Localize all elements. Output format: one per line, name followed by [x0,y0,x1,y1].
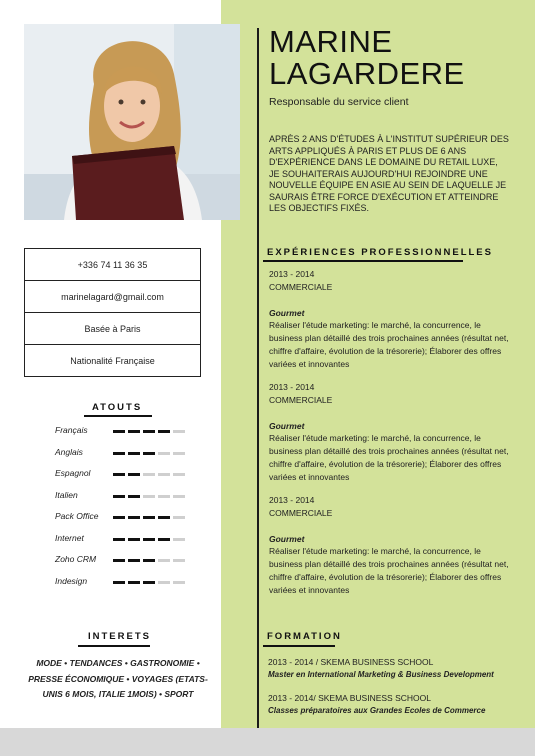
skill-row [55,425,215,447]
skill-label: Pack Office [55,511,99,521]
contact-box [24,248,201,377]
experience-dates: 2013 - 2014 [269,382,315,392]
skill-level-filled [128,473,140,476]
skill-label: Indesign [55,575,88,586]
skill-level-filled [143,430,155,433]
skill-row [55,490,215,512]
skill-row [55,468,215,490]
skill-level-filled [158,516,170,519]
skill-level-filled [113,581,125,584]
skills-list [55,425,215,597]
skill-level-empty [173,452,185,455]
experience-item [269,494,514,597]
skill-level-meter [113,430,185,433]
skill-label: Italien [55,489,78,500]
skill-level-filled [128,516,140,519]
skill-level-meter [113,452,185,455]
skill-level-meter [113,516,185,519]
experience-item [269,268,514,371]
divider-vertical [257,28,259,728]
skill-level-filled [158,538,170,541]
experience-role: COMMERCIALE [269,394,333,405]
skill-label: Français [55,425,88,435]
skill-level-meter [113,495,185,498]
skill-level-empty [158,559,170,562]
skill-row [55,533,215,555]
skill-level-empty [173,495,185,498]
experience-company: Gourmet [269,307,305,318]
skill-level-filled [143,516,155,519]
formation-heading: FORMATION [267,631,342,642]
formation-description: Master en International Marketing & Business Development [268,669,494,679]
skill-level-empty [173,538,185,541]
skill-level-filled [128,430,140,433]
skill-level-meter [113,581,185,584]
candidate-name [269,26,465,90]
interets-heading: INTERETS [88,631,151,642]
formation-item [268,656,494,681]
contact-email: marinelagard@gmail.com [25,281,200,313]
skill-level-empty [158,452,170,455]
name-first: MARINE [269,24,393,59]
atouts-underline [84,415,152,417]
skill-level-empty [173,473,185,476]
skill-row [55,511,215,533]
skill-level-empty [173,516,185,519]
skill-level-empty [158,495,170,498]
skill-label: Zoho CRM [55,554,97,564]
formation-underline [263,645,335,647]
skill-level-filled [113,516,125,519]
formation-line: 2013 - 2014/ SKEMA BUSINESS SCHOOL [268,693,431,703]
skill-level-filled [143,581,155,584]
experience-role: COMMERCIALE [269,281,333,292]
skill-level-filled [113,538,125,541]
formation-item [268,692,485,717]
skill-row [55,576,215,598]
skill-level-empty [173,430,185,433]
footer-band [0,728,535,756]
skill-row [55,447,215,469]
contact-location: Basée à Paris [25,313,200,345]
formation-description: Classes préparatoires aux Grandes Ecoles de Commerce [268,705,486,715]
experiences-underline [263,260,463,262]
experience-description: Réaliser l'étude marketing: le marché, la concurrence, le business plan détaillé des trois prochaines années (résultat net, chiffre d'affaire, évolution de la trésorerie); Élaborer des offres variées et innovantes [269,546,509,595]
skill-level-empty [158,473,170,476]
job-title: Responsable du service client [269,96,409,108]
skill-level-empty [143,473,155,476]
skill-level-filled [113,495,125,498]
experience-company: Gourmet [269,533,305,544]
experience-item [269,381,514,484]
skill-level-filled [113,473,125,476]
skill-level-filled [113,559,125,562]
skill-level-filled [128,559,140,562]
skill-level-meter [113,538,185,541]
skill-row [55,554,215,576]
skill-level-filled [113,452,125,455]
atouts-heading: ATOUTS [92,402,143,413]
experience-role: COMMERCIALE [269,507,333,518]
intro-paragraph: APRÈS 2 ANS D'ÉTUDES À L'INSTITUT SUPÉRIEUR DES ARTS APPLIQUÉS À PARIS ET PLUS DE 6 ANS D'EXPÉRIENCE DANS LE DOMAINE DU RETAIL LUXE, JE SOUHAITERAIS AUJOURD'HUI REJOINDRE UNE NOUVELLE ÉQUIPE EN ASIE AU SEIN DE LAQUELLE JE SAURAIS ÊTRE FORCE D'EXÉCUTION ET ATTEINDRE LES OBJECTIFS FIXÉS. [269,134,509,213]
formation-line: 2013 - 2014 / SKEMA BUSINESS SCHOOL [268,657,434,667]
experience-description: Réaliser l'étude marketing: le marché, la concurrence, le business plan détaillé des trois prochaines années (résultat net, chiffre d'affaire, évolution de la trésorerie); Élaborer des offres variées et innovantes [269,433,509,482]
interets-underline [78,645,150,647]
skill-level-filled [128,495,140,498]
name-last: LAGARDERE [269,56,465,91]
profile-photo [24,24,240,220]
experience-company: Gourmet [269,420,305,431]
experience-dates: 2013 - 2014 [269,495,315,505]
skill-level-filled [128,538,140,541]
skill-level-filled [128,581,140,584]
skill-level-empty [158,581,170,584]
contact-phone: +336 74 11 36 35 [25,249,200,281]
skill-level-meter [113,559,185,562]
experiences-heading: EXPÉRIENCES PROFESSIONNELLES [267,247,493,258]
skill-level-filled [143,452,155,455]
skill-label: Espagnol [55,468,91,478]
skill-level-filled [143,559,155,562]
skill-level-empty [173,581,185,584]
interets-text: MODE • TENDANCES • GASTRONOMIE • PRESSE ÉCONOMIQUE • VOYAGES (ETATS-UNIS 6 MOIS, ITALIE 1MOIS) • SPORT [28,658,208,699]
skill-level-empty [143,495,155,498]
experience-description: Réaliser l'étude marketing: le marché, la concurrence, le business plan détaillé des trois prochaines années (résultat net, chiffre d'affaire, évolution de la trésorerie); Élaborer des offres variées et innovantes [269,320,509,369]
skill-label: Anglais [55,446,83,457]
skill-level-filled [128,452,140,455]
skill-level-filled [143,538,155,541]
skill-label: Internet [55,532,84,543]
contact-nationality: Nationalité Française [70,355,155,366]
skill-level-filled [113,430,125,433]
experience-dates: 2013 - 2014 [269,269,315,279]
skill-level-filled [158,430,170,433]
skill-level-meter [113,473,185,476]
skill-level-empty [173,559,185,562]
